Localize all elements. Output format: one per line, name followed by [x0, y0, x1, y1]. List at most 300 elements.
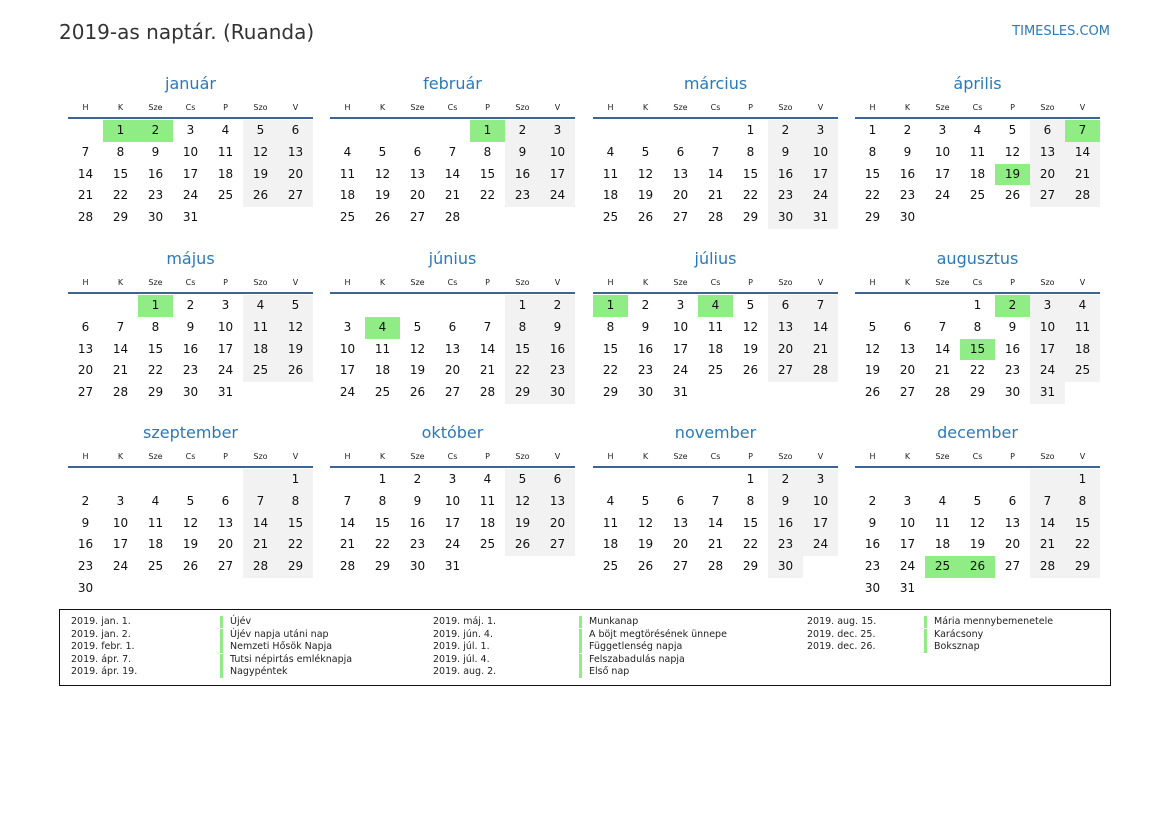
- day-cell: 15: [742, 166, 759, 181]
- day-cell: 5: [186, 493, 195, 508]
- weekday-label: K: [117, 278, 124, 287]
- day-cell: 28: [803, 360, 838, 382]
- day-cell: 31: [217, 385, 234, 399]
- day-cell: 5: [413, 319, 422, 334]
- weekday-label: Sze: [935, 103, 950, 112]
- day-cell: 21: [479, 363, 496, 378]
- day-cell: 27: [1030, 185, 1065, 207]
- day-grid: [855, 120, 1100, 229]
- weekday-label: Cs: [710, 103, 721, 112]
- legend-date: 2019. aug. 2.: [433, 666, 497, 677]
- day-cell: 5: [641, 144, 650, 159]
- empty-cell: [243, 469, 278, 491]
- day-cell: 25: [602, 210, 619, 224]
- day-cell: 3: [221, 298, 230, 312]
- weekday-label: P: [223, 278, 228, 287]
- day-cell: 6: [676, 493, 685, 508]
- day-cell: 6: [903, 319, 912, 334]
- weekday-label: Sze: [148, 452, 163, 461]
- legend-date: 2019. júl. 1.: [433, 641, 490, 652]
- day-cell: 16: [409, 515, 426, 530]
- day-cell: 21: [444, 188, 461, 203]
- day-cell: 9: [413, 493, 422, 508]
- day-cell: 28: [243, 556, 278, 578]
- day-cell: 30: [864, 580, 881, 595]
- weekday-label: Szo: [1040, 278, 1055, 287]
- day-cell: 18: [479, 515, 496, 530]
- weekday-label: Sze: [673, 103, 688, 112]
- day-grid: [330, 295, 575, 404]
- day-cell: 30: [77, 580, 94, 595]
- day-cell: 30: [409, 559, 426, 573]
- day-grid: [330, 120, 575, 229]
- day-cell: 30: [768, 207, 803, 229]
- day-cell: 31: [672, 385, 689, 399]
- day-cell: 28: [444, 210, 461, 224]
- empty-cell: [925, 295, 960, 317]
- weekday-header: [330, 274, 575, 294]
- day-cell: 20: [1030, 164, 1065, 186]
- weekday-label: V: [1079, 103, 1086, 112]
- day-cell: 19: [243, 164, 278, 186]
- weekday-header: [68, 274, 313, 294]
- weekday-label: P: [485, 278, 490, 287]
- day-cell: 13: [409, 166, 426, 181]
- weekday-label: Cs: [185, 103, 196, 112]
- day-cell: 23: [864, 559, 881, 573]
- weekday-label: Szo: [515, 278, 530, 287]
- day-cell: 17: [934, 166, 951, 181]
- day-cell: 5: [505, 469, 540, 491]
- holiday-day-cell: 25: [925, 556, 960, 578]
- day-cell: 7: [243, 491, 278, 513]
- day-cell: 8: [505, 317, 540, 339]
- day-cell: 28: [479, 385, 496, 399]
- day-cell: 1: [278, 469, 313, 491]
- month-name: február: [423, 74, 482, 93]
- empty-cell: [593, 469, 628, 491]
- weekday-label: Szo: [253, 103, 268, 112]
- day-cell: 22: [969, 363, 986, 378]
- day-cell: 24: [112, 559, 129, 573]
- weekday-label: P: [485, 452, 490, 461]
- day-cell: 27: [768, 360, 803, 382]
- day-cell: 25: [339, 210, 356, 224]
- day-cell: 8: [116, 144, 125, 159]
- day-cell: 18: [147, 537, 164, 552]
- day-cell: 27: [217, 559, 234, 573]
- day-cell: 16: [864, 537, 881, 552]
- day-cell: 2: [540, 295, 575, 317]
- day-cell: 11: [374, 341, 391, 356]
- weekday-label: H: [344, 278, 351, 287]
- empty-cell: [960, 469, 995, 491]
- day-cell: 11: [479, 493, 496, 508]
- day-cell: 16: [1004, 341, 1021, 356]
- month-name: július: [694, 249, 737, 268]
- day-cell: 25: [1065, 360, 1100, 382]
- weekday-label: V: [292, 103, 299, 112]
- day-cell: 7: [938, 319, 947, 334]
- day-cell: 19: [637, 188, 654, 203]
- day-cell: 12: [969, 515, 986, 530]
- day-cell: 4: [606, 144, 615, 159]
- day-cell: 22: [278, 534, 313, 556]
- month-name: november: [674, 423, 757, 442]
- day-cell: 14: [339, 515, 356, 530]
- weekday-label: H: [607, 452, 614, 461]
- weekday-label: H: [82, 452, 89, 461]
- day-cell: 20: [540, 513, 575, 535]
- day-cell: 2: [868, 493, 877, 508]
- day-cell: 13: [444, 341, 461, 356]
- weekday-label: K: [379, 278, 386, 287]
- day-cell: 19: [182, 537, 199, 552]
- month-name: december: [937, 423, 1018, 442]
- empty-cell: [1030, 469, 1065, 491]
- day-cell: 4: [343, 144, 352, 159]
- day-cell: 1: [973, 298, 982, 312]
- day-cell: 28: [1030, 556, 1065, 578]
- weekday-label: V: [292, 278, 299, 287]
- day-cell: 3: [540, 120, 575, 142]
- legend-holiday-name: Mária mennybemenetele: [924, 616, 1053, 628]
- weekday-label: V: [554, 278, 561, 287]
- empty-cell: [68, 469, 103, 491]
- weekday-label: K: [642, 452, 649, 461]
- weekday-label: Sze: [935, 452, 950, 461]
- weekday-header: [593, 274, 838, 294]
- day-cell: 8: [151, 319, 160, 334]
- day-cell: 1: [868, 123, 877, 137]
- legend-date: 2019. jan. 1.: [71, 616, 131, 627]
- day-cell: 12: [182, 515, 199, 530]
- empty-cell: [400, 295, 435, 317]
- month-name: október: [421, 423, 484, 442]
- day-cell: 10: [217, 319, 234, 334]
- day-cell: 18: [243, 339, 278, 361]
- day-cell: 27: [444, 385, 461, 399]
- day-cell: 2: [768, 120, 803, 142]
- empty-cell: [663, 120, 698, 142]
- weekday-label: P: [1010, 103, 1015, 112]
- legend-holiday-name: Első nap: [579, 666, 629, 678]
- day-cell: 10: [934, 144, 951, 159]
- weekday-label: Szo: [778, 278, 793, 287]
- day-cell: 26: [637, 559, 654, 573]
- day-cell: 12: [278, 317, 313, 339]
- weekday-label: Szo: [253, 278, 268, 287]
- day-cell: 21: [707, 537, 724, 552]
- weekday-label: P: [485, 103, 490, 112]
- day-cell: 25: [969, 188, 986, 203]
- holiday-day-cell: 4: [698, 295, 733, 317]
- day-cell: 30: [182, 385, 199, 399]
- day-cell: 4: [973, 123, 982, 137]
- day-cell: 25: [479, 537, 496, 552]
- legend-holiday-name: Újév: [220, 616, 251, 628]
- day-cell: 5: [973, 493, 982, 508]
- day-cell: 7: [711, 144, 720, 159]
- weekday-label: V: [292, 452, 299, 461]
- day-cell: 16: [77, 537, 94, 552]
- month-calendar: [68, 422, 313, 600]
- day-cell: 18: [217, 166, 234, 181]
- day-cell: 23: [77, 559, 94, 573]
- day-cell: 3: [803, 120, 838, 142]
- weekday-label: Sze: [410, 103, 425, 112]
- day-cell: 8: [746, 493, 755, 508]
- day-cell: 3: [186, 123, 195, 137]
- weekday-label: K: [904, 103, 911, 112]
- weekday-header: [593, 448, 838, 468]
- day-cell: 14: [243, 513, 278, 535]
- weekday-label: Cs: [972, 103, 983, 112]
- day-cell: 4: [221, 123, 230, 137]
- day-cell: 29: [112, 210, 129, 224]
- day-grid: [330, 469, 575, 578]
- empty-cell: [890, 469, 925, 491]
- day-cell: 22: [742, 188, 759, 203]
- legend-holiday-name: Munkanap: [579, 616, 638, 628]
- day-cell: 3: [938, 123, 947, 137]
- empty-cell: [68, 295, 103, 317]
- day-cell: 25: [217, 188, 234, 203]
- weekday-label: K: [642, 278, 649, 287]
- day-cell: 29: [969, 385, 986, 399]
- day-cell: 26: [1004, 188, 1021, 203]
- weekday-label: V: [817, 103, 824, 112]
- day-cell: 12: [637, 515, 654, 530]
- day-cell: 4: [151, 493, 160, 508]
- day-cell: 24: [934, 188, 951, 203]
- weekday-label: H: [344, 452, 351, 461]
- day-cell: 24: [899, 559, 916, 573]
- empty-cell: [208, 469, 243, 491]
- weekday-label: H: [869, 278, 876, 287]
- day-cell: 31: [899, 580, 916, 595]
- day-cell: 9: [540, 317, 575, 339]
- day-cell: 22: [374, 537, 391, 552]
- day-cell: 15: [479, 166, 496, 181]
- day-cell: 12: [409, 341, 426, 356]
- day-cell: 24: [339, 385, 356, 399]
- day-cell: 21: [1030, 534, 1065, 556]
- day-cell: 11: [969, 144, 986, 159]
- day-cell: 12: [374, 166, 391, 181]
- day-cell: 4: [483, 472, 492, 486]
- holiday-day-cell: 2: [995, 295, 1030, 317]
- weekday-label: Sze: [410, 278, 425, 287]
- holiday-day-cell: 1: [593, 295, 628, 317]
- empty-cell: [330, 469, 365, 491]
- day-cell: 23: [637, 363, 654, 378]
- day-cell: 6: [676, 144, 685, 159]
- empty-cell: [330, 295, 365, 317]
- day-cell: 9: [186, 319, 195, 334]
- day-cell: 20: [672, 537, 689, 552]
- day-cell: 30: [540, 382, 575, 404]
- day-cell: 17: [803, 164, 838, 186]
- day-cell: 9: [903, 144, 912, 159]
- day-cell: 20: [409, 188, 426, 203]
- day-cell: 26: [637, 210, 654, 224]
- legend-date: 2019. jún. 4.: [433, 628, 494, 640]
- day-cell: 6: [278, 120, 313, 142]
- day-cell: 20: [672, 188, 689, 203]
- day-cell: 14: [803, 317, 838, 339]
- legend-holiday-name: Tutsi népirtás emléknapja: [220, 654, 352, 666]
- day-cell: 3: [1030, 295, 1065, 317]
- day-cell: 24: [540, 185, 575, 207]
- day-cell: 24: [803, 185, 838, 207]
- day-cell: 25: [147, 559, 164, 573]
- weekday-header: [593, 99, 838, 119]
- weekday-label: Cs: [447, 103, 458, 112]
- day-cell: 31: [1030, 382, 1065, 404]
- weekday-label: P: [748, 278, 753, 287]
- day-cell: 1: [505, 295, 540, 317]
- weekday-label: K: [117, 452, 124, 461]
- legend-date: 2019. júl. 4.: [433, 653, 490, 665]
- day-cell: 22: [864, 188, 881, 203]
- weekday-label: V: [1079, 278, 1086, 287]
- weekday-label: H: [344, 103, 351, 112]
- day-cell: 7: [81, 144, 90, 159]
- day-cell: 26: [278, 360, 313, 382]
- weekday-label: Sze: [673, 278, 688, 287]
- day-cell: 3: [448, 472, 457, 486]
- weekday-label: Szo: [1040, 452, 1055, 461]
- day-cell: 5: [868, 319, 877, 334]
- empty-cell: [103, 295, 138, 317]
- month-calendar: [593, 422, 838, 578]
- day-cell: 17: [803, 513, 838, 535]
- legend-holiday-name: Boksznap: [924, 641, 980, 653]
- month-calendar: [330, 248, 575, 404]
- day-cell: 13: [217, 515, 234, 530]
- day-cell: 9: [768, 142, 803, 164]
- day-cell: 18: [339, 188, 356, 203]
- day-cell: 2: [81, 493, 90, 508]
- month-calendar: [855, 248, 1100, 404]
- day-cell: 30: [147, 210, 164, 224]
- day-cell: 22: [1065, 534, 1100, 556]
- empty-cell: [68, 120, 103, 142]
- day-cell: 10: [339, 341, 356, 356]
- day-cell: 17: [339, 363, 356, 378]
- weekday-label: K: [117, 103, 124, 112]
- day-cell: 14: [77, 166, 94, 181]
- day-cell: 19: [637, 537, 654, 552]
- day-cell: 18: [602, 188, 619, 203]
- day-cell: 28: [77, 210, 94, 224]
- day-grid: [68, 469, 313, 600]
- day-cell: 25: [374, 385, 391, 399]
- weekday-label: Sze: [935, 278, 950, 287]
- day-cell: 30: [637, 385, 654, 399]
- holiday-day-cell: 2: [138, 120, 173, 142]
- weekday-label: H: [82, 278, 89, 287]
- day-cell: 17: [112, 537, 129, 552]
- empty-cell: [925, 469, 960, 491]
- day-cell: 29: [602, 385, 619, 399]
- day-cell: 1: [378, 472, 387, 486]
- legend-date: 2019. aug. 15.: [807, 616, 877, 627]
- month-calendar: [68, 73, 313, 229]
- day-cell: 15: [742, 515, 759, 530]
- day-cell: 19: [505, 513, 540, 535]
- site-link[interactable]: TIMESLES.COM: [1012, 24, 1110, 39]
- day-cell: 3: [676, 298, 685, 312]
- day-cell: 14: [707, 515, 724, 530]
- day-cell: 2: [768, 469, 803, 491]
- month-calendar: [330, 73, 575, 229]
- day-cell: 26: [374, 210, 391, 224]
- holiday-day-cell: 1: [470, 120, 505, 142]
- day-cell: 23: [768, 534, 803, 556]
- legend-holiday-name: Függetlenség napja: [579, 641, 682, 653]
- day-cell: 13: [768, 317, 803, 339]
- day-cell: 29: [864, 210, 881, 224]
- weekday-label: Sze: [673, 452, 688, 461]
- empty-cell: [663, 469, 698, 491]
- day-cell: 4: [1065, 295, 1100, 317]
- holiday-day-cell: 7: [1065, 120, 1100, 142]
- day-cell: 5: [378, 144, 387, 159]
- day-cell: 18: [707, 341, 724, 356]
- day-cell: 12: [864, 341, 881, 356]
- month-calendar: [855, 422, 1100, 600]
- weekday-label: K: [904, 452, 911, 461]
- day-cell: 10: [803, 491, 838, 513]
- weekday-header: [330, 448, 575, 468]
- day-cell: 6: [1008, 493, 1017, 508]
- day-cell: 5: [1008, 123, 1017, 137]
- weekday-label: P: [223, 452, 228, 461]
- page-title: 2019-as naptár. (Ruanda): [59, 20, 315, 44]
- day-cell: 29: [1065, 556, 1100, 578]
- day-cell: 5: [243, 120, 278, 142]
- legend-holiday-name: A böjt megtörésének ünnepe: [579, 629, 727, 641]
- weekday-label: Cs: [447, 278, 458, 287]
- day-cell: 6: [221, 493, 230, 508]
- day-cell: 29: [742, 210, 759, 224]
- day-cell: 16: [768, 513, 803, 535]
- day-cell: 1: [746, 472, 755, 486]
- day-cell: 26: [182, 559, 199, 573]
- day-cell: 1: [1065, 469, 1100, 491]
- weekday-label: H: [869, 103, 876, 112]
- day-cell: 7: [1030, 491, 1065, 513]
- day-cell: 20: [1004, 537, 1021, 552]
- day-cell: 1: [746, 123, 755, 137]
- day-grid: [68, 120, 313, 229]
- day-cell: 21: [934, 363, 951, 378]
- empty-cell: [698, 120, 733, 142]
- weekday-label: Cs: [185, 452, 196, 461]
- day-cell: 16: [768, 164, 803, 186]
- day-cell: 5: [746, 298, 755, 312]
- day-cell: 20: [217, 537, 234, 552]
- day-cell: 28: [707, 559, 724, 573]
- day-cell: 26: [409, 385, 426, 399]
- day-cell: 8: [483, 144, 492, 159]
- day-cell: 15: [112, 166, 129, 181]
- day-cell: 11: [243, 317, 278, 339]
- day-cell: 6: [413, 144, 422, 159]
- day-cell: 9: [151, 144, 160, 159]
